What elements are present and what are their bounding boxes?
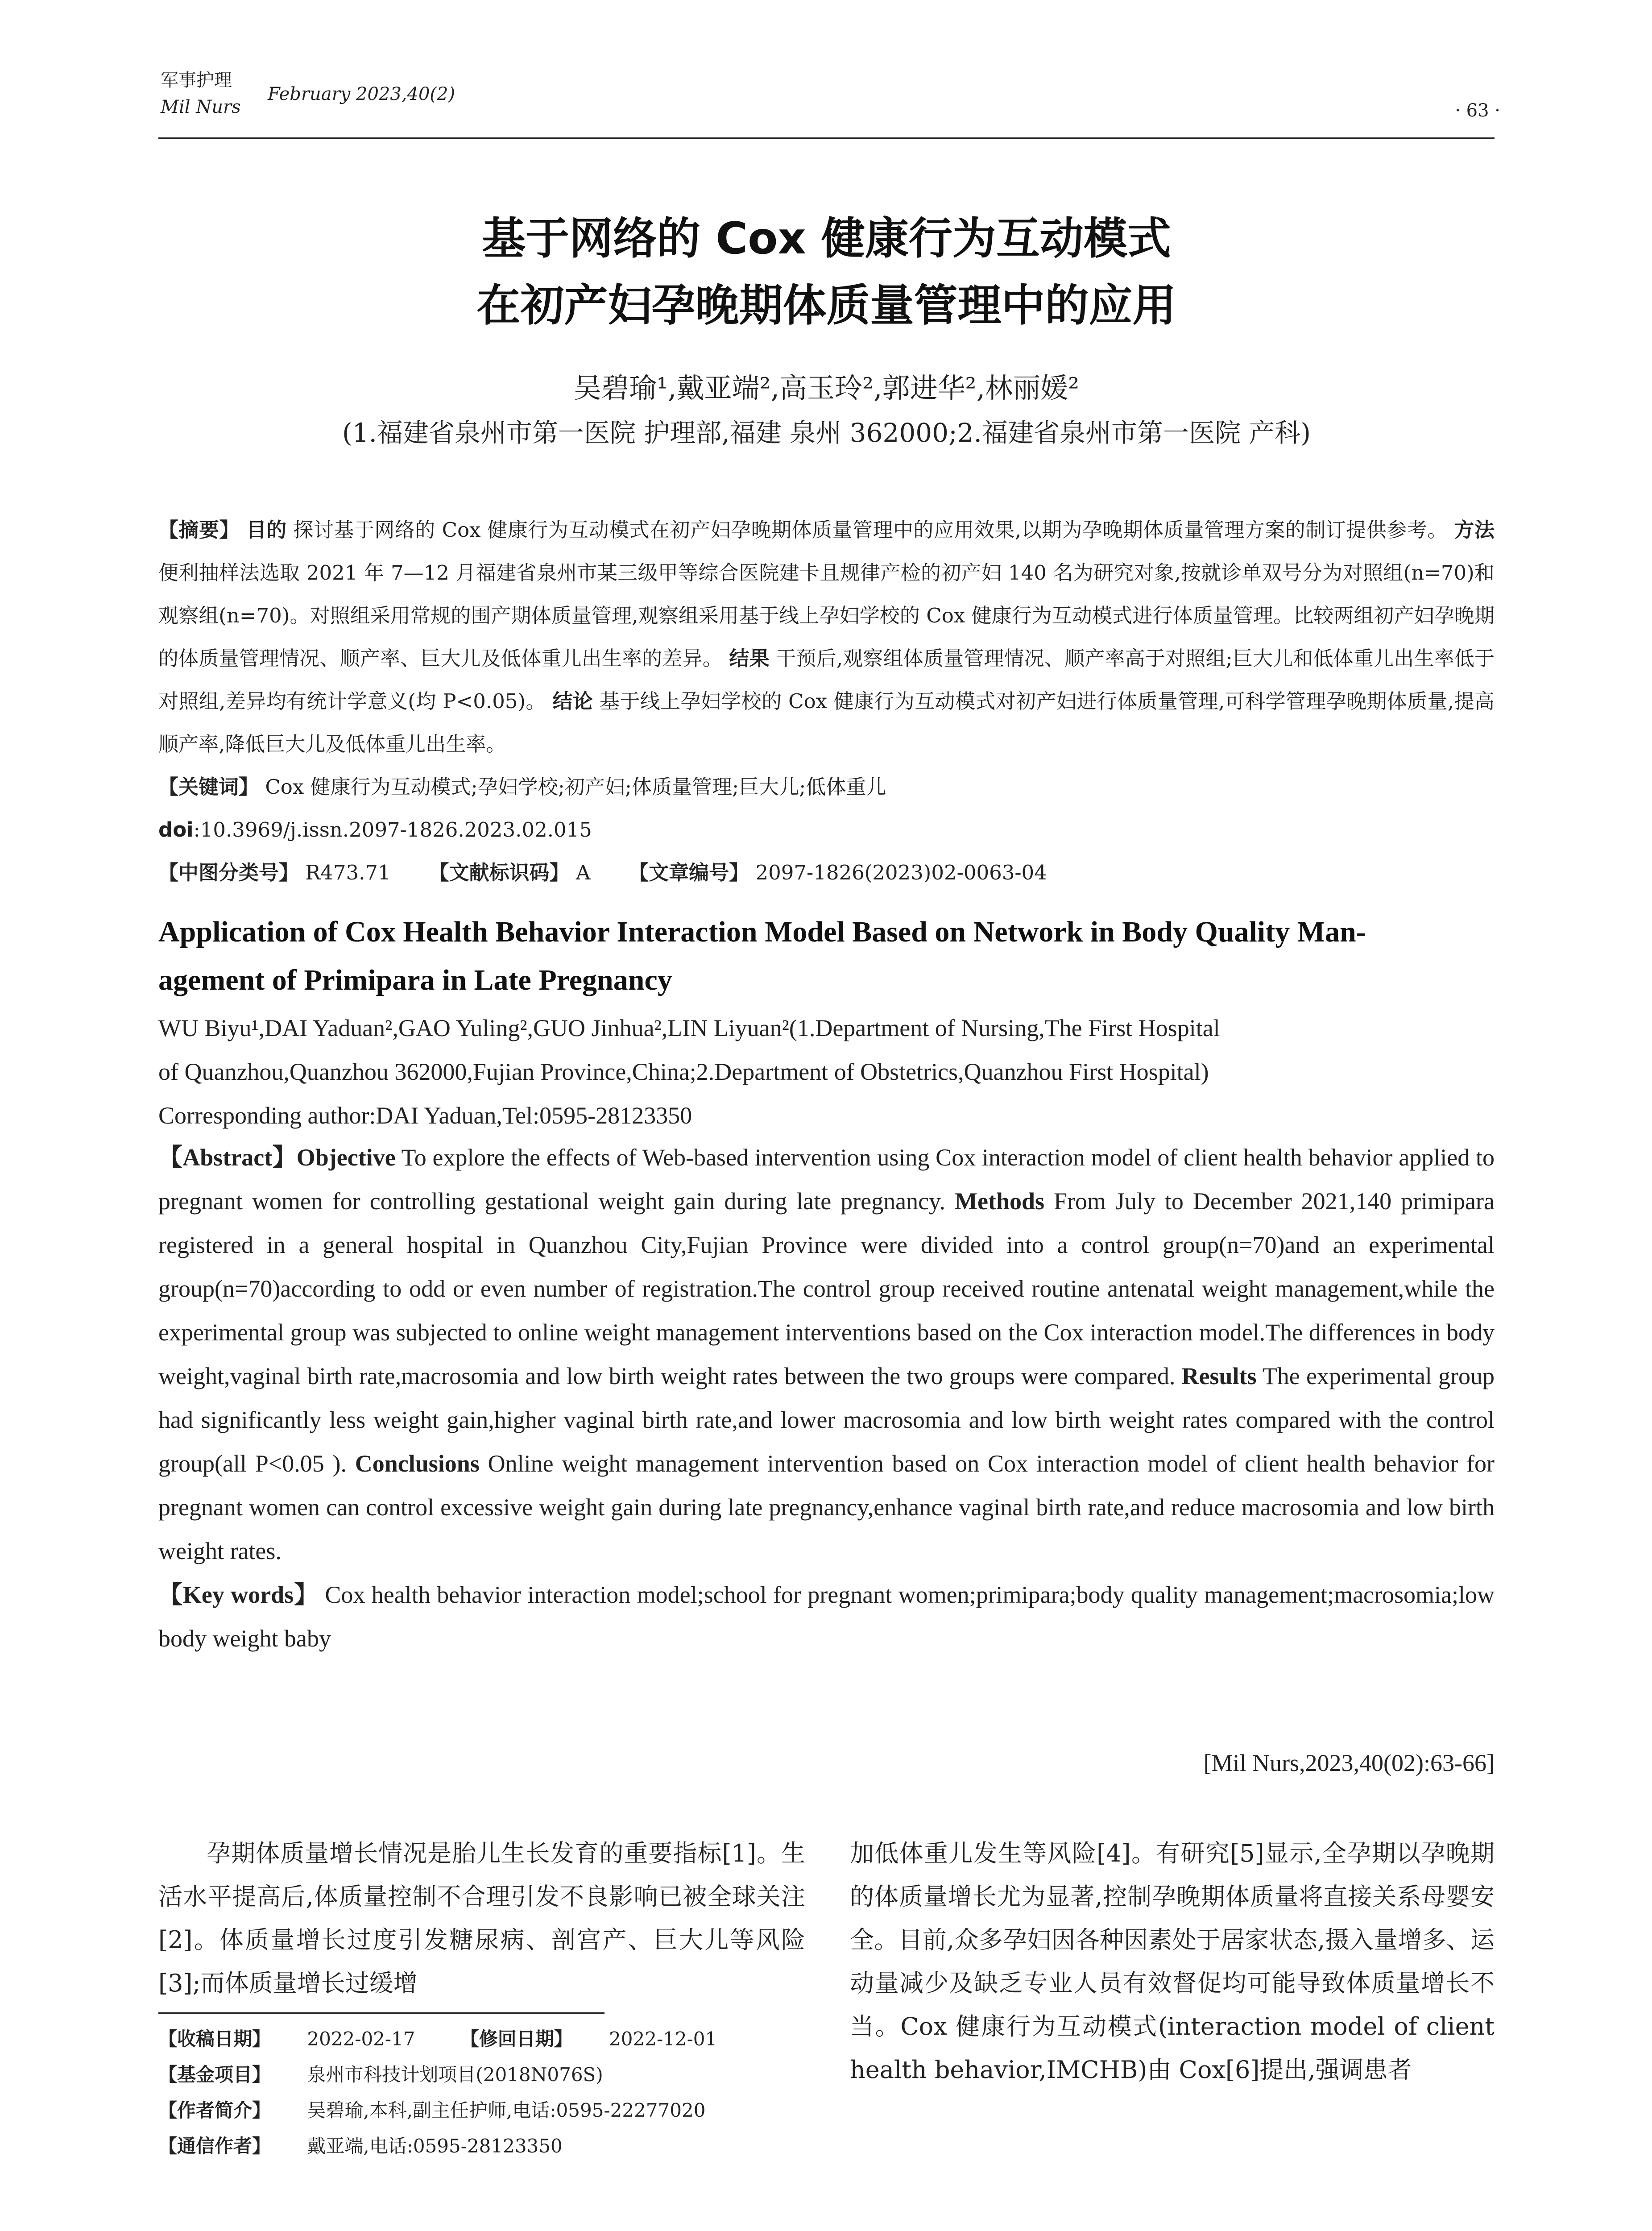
english-title-line-2: agement of Primipara in Late Pregnancy	[158, 964, 672, 996]
keywords-en	[158, 1573, 1495, 1660]
keywords-en-text: Cox health behavior interaction model;school for pregnant women;primipara;body quality management;macrosomia;low body weight baby	[158, 1581, 1495, 1652]
methods-en-text: From July to December 2021,140 primipara registered in a general hospital in Quanzhou City,Fujian Province were divided into a control group(n=70)and an experimental group(n=70)according to odd or even number of registration.The control group received routine antenatal weight management,while the experimental group was subjected to online weight management interventions based on the Cox interaction model.The differences in body weight,vaginal birth rate,macrosomia and low birth weight rates between the two groups were compared.	[158, 1188, 1495, 1389]
received-date: 2022-02-17	[307, 2028, 415, 2050]
article-no-value: 2097-1826(2023)02-0063-04	[755, 861, 1047, 884]
body-column-left	[158, 1832, 805, 2005]
clc-value: R473.71	[305, 861, 391, 884]
affiliation: (1.福建省泉州市第一医院 护理部,福建 泉州 362000;2.福建省泉州市第一医院 产科)	[342, 418, 1311, 448]
footnote-rule	[158, 2012, 604, 2014]
corresponding-author: Corresponding author:DAI Yaduan,Tel:0595-28123350	[158, 1102, 692, 1129]
methods-en-label: Methods	[955, 1188, 1044, 1215]
footnote-correspondence	[158, 2128, 810, 2164]
keywords-cn	[158, 766, 1495, 809]
doi-label: doi	[158, 818, 194, 842]
citation: [Mil Nurs,2023,40(02):63-66]	[1203, 1750, 1495, 1776]
conclusion-text: 基于线上孕妇学校的 Cox 健康行为互动模式对初产妇进行体质量管理,可科学管理孕晚期体质量,提高顺产率,降低巨大儿及低体重儿出生率。	[158, 689, 1495, 756]
objective-text: 探讨基于网络的 Cox 健康行为互动模式在初产妇孕晚期体质量管理中的应用效果,以期为孕晚期体质量管理方案的制订提供参考。	[293, 518, 1448, 542]
english-authors-line-1: WU Biyu¹,DAI Yaduan²,GAO Yuling²,GUO Jinhua²,LIN Liyuan²(1.Department of Nursing,The First Hospital	[158, 1015, 1220, 1041]
journal-name-cn: 军事护理	[161, 70, 232, 91]
english-title-line-1: Application of Cox Health Behavior Interaction Model Based on Network in Body Quality Man-	[158, 916, 1366, 948]
english-title	[158, 908, 1495, 1004]
correspondence-label: 【通信作者】	[158, 2135, 271, 2157]
abstract-label: 【摘要】	[158, 518, 240, 542]
results-en-text: The experimental group had significantly less weight gain,higher vaginal birth rate,and lower macrosomia and low birth weight rates compared with the control group(all P<0.05 ).	[158, 1363, 1495, 1477]
fund-label: 【基金项目】	[158, 2064, 271, 2086]
article-no-label: 【文章编号】	[629, 861, 749, 884]
footnote-fund	[158, 2057, 810, 2093]
doi-line	[158, 809, 1495, 851]
revised-date: 2022-12-01	[609, 2028, 717, 2050]
revised-label: 【修回日期】	[460, 2028, 573, 2050]
page-number: · 63 ·	[1455, 100, 1500, 121]
issue-info: February 2023,40(2)	[268, 84, 455, 104]
keywords-en-label: 【Key words】	[158, 1581, 319, 1608]
english-authors	[158, 1006, 1495, 1137]
article-title	[158, 205, 1495, 339]
keywords-label: 【关键词】	[158, 775, 259, 799]
journal-name-en: Mil Nurs	[161, 97, 241, 117]
objective-en-text: To explore the effects of Web-based intervention using Cox interaction model of client health behavior applied to pregnant women for controlling gestational weight gain during late pregnancy.	[158, 1144, 1495, 1215]
classification-line	[158, 851, 1495, 894]
abstract-en	[158, 1136, 1495, 1660]
footnote-dates	[158, 2021, 810, 2057]
footnote-author	[158, 2093, 810, 2128]
correspondence-text: 戴亚端,电话:0595-28123350	[307, 2135, 563, 2157]
running-header	[161, 67, 241, 120]
methods-label: 方法	[1454, 518, 1495, 542]
doc-code-value: A	[576, 861, 591, 884]
keywords-text: Cox 健康行为互动模式;孕妇学校;初产妇;体质量管理;巨大儿;低体重儿	[265, 775, 886, 799]
doi-text: :10.3969/j.issn.2097-1826.2023.02.015	[193, 818, 592, 842]
results-text: 干预后,观察组体质量管理情况、顺产率高于对照组;巨大儿和低体重儿出生率低于对照组,差异均有统计学意义(均 P<0.05)。	[158, 647, 1495, 713]
abstract-en-label: 【Abstract】	[158, 1144, 297, 1171]
title-line-2: 在初产妇孕晚期体质量管理中的应用	[476, 280, 1176, 331]
body-column-right	[850, 1832, 1495, 2091]
author-bio-label: 【作者简介】	[158, 2099, 271, 2121]
conclusion-label: 结论	[552, 689, 593, 713]
objective-label: 目的	[246, 518, 287, 542]
methods-text: 便利抽样法选取 2021 年 7—12 月福建省泉州市某三级甲等综合医院建卡且规律产检的初产妇 140 名为研究对象,按就诊单双号分为对照组(n=70)和观察组(n=70)。对照组采用常规的围产期体质量管理,观察组采用基于线上孕妇学校的 Cox 健康行为互动模式进行体质量管理。比较两组初产妇孕晚期的体质量管理情况、顺产率、巨大儿及低体重儿出生率的差异。	[158, 561, 1495, 670]
footnotes	[158, 2021, 810, 2164]
title-line-1: 基于网络的 Cox 健康行为互动模式	[482, 213, 1171, 264]
body-paragraph-left: 孕期体质量增长情况是胎儿生长发育的重要指标[1]。生活水平提高后,体质量控制不合理引发不良影响已被全球关注[2]。体质量增长过度引发糖尿病、剖宫产、巨大儿等风险[3];而体质量增长过缓增	[158, 1839, 805, 1997]
clc-label: 【中图分类号】	[158, 861, 299, 884]
english-authors-line-2: of Quanzhou,Quanzhou 362000,Fujian Province,China;2.Department of Obstetrics,Quanzhou First Hospital)	[158, 1058, 1209, 1085]
author-list: 吴碧瑜¹,戴亚端²,高玉玲²,郭进华²,林丽媛²	[573, 372, 1080, 404]
doc-code-label: 【文献标识码】	[429, 861, 570, 884]
results-label: 结果	[729, 647, 770, 670]
abstract-cn	[158, 509, 1495, 894]
conclusions-en-label: Conclusions	[355, 1450, 480, 1477]
received-label: 【收稿日期】	[158, 2028, 271, 2050]
body-paragraph-right: 加低体重儿发生等风险[4]。有研究[5]显示,全孕期以孕晚期的体质量增长尤为显著,控制孕晚期体质量将直接关系母婴安全。目前,众多孕妇因各种因素处于居家状态,摄入量增多、运动量减少及缺乏专业人员有效督促均可能导致体质量增长不当。Cox 健康行为互动模式(interaction model of client health behavior,IMCHB)由 Cox[6]提出,强调患者	[850, 1839, 1495, 2084]
author-bio-text: 吴碧瑜,本科,副主任护师,电话:0595-22277020	[307, 2099, 706, 2121]
objective-en-label: Objective	[296, 1144, 396, 1171]
header-rule	[158, 137, 1495, 139]
conclusions-en-text: Online weight management intervention based on Cox interaction model of client health behavior for pregnant women can control excessive weight gain during late pregnancy,enhance vaginal birth rate,and reduce macrosomia and low birth weight rates.	[158, 1450, 1495, 1564]
fund-text: 泉州市科技计划项目(2018N076S)	[307, 2064, 603, 2086]
results-en-label: Results	[1181, 1363, 1257, 1389]
